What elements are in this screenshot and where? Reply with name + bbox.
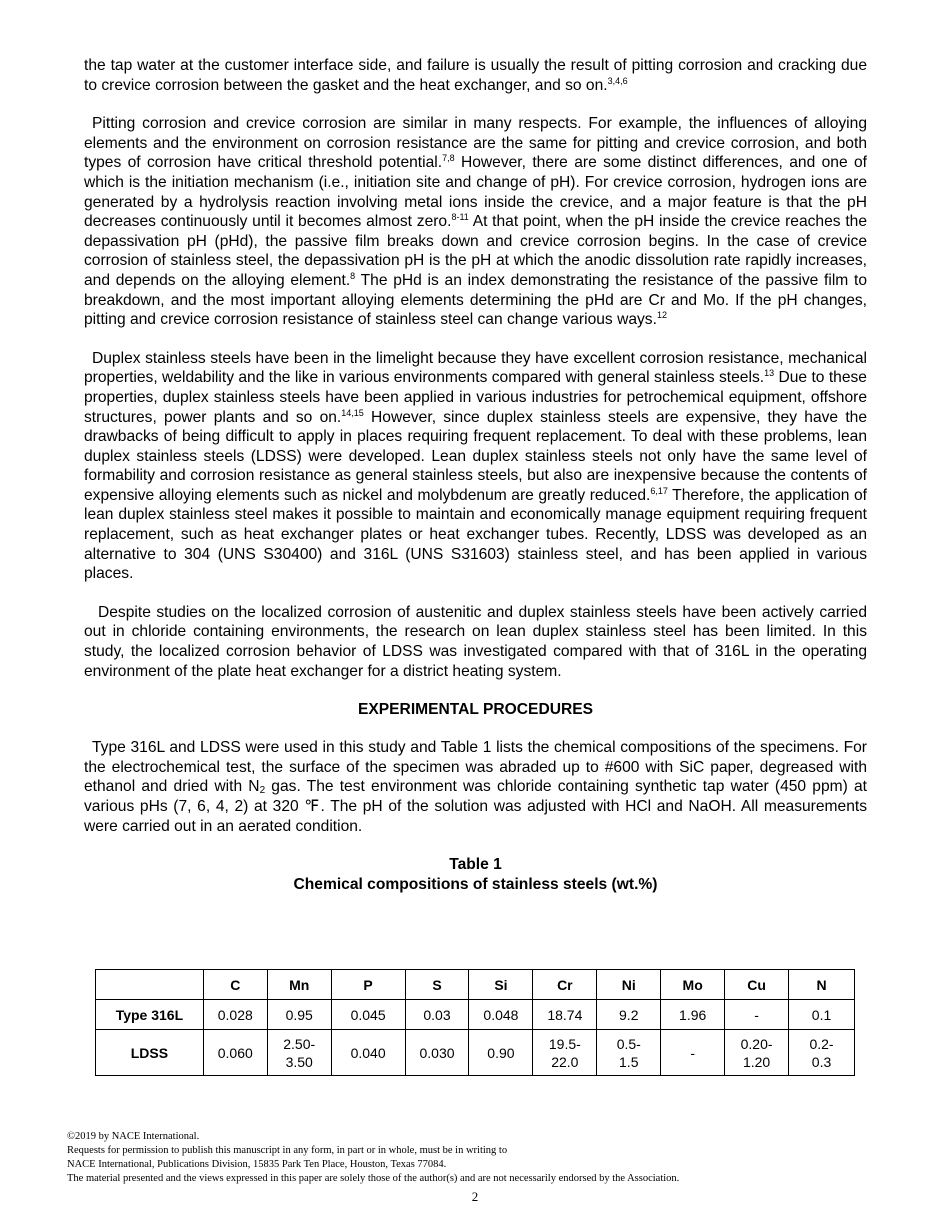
copyright-footer [67,1130,887,1186]
table-cell: 0.2- 0.3 [789,1030,855,1076]
table-cell: 19.5- 22.0 [533,1030,597,1076]
table-cell: 0.060 [203,1030,267,1076]
paragraph-text: However, since duplex stainless steels are expensive, they have the drawbacks of being difficult to apply in places requiring frequent replacement. To deal with these problems, lean duplex stainless steels (LDSS) were developed. Lean duplex stainless steels not only have the same level of formability and corrosion resistance as general stainless steels, but also are inexpensive because the contents of expensive alloying elements such as nickel and molybdenum are greatly reduced. [84,408,868,504]
table-header-cell: C [203,970,267,1000]
table-header-cell: P [331,970,405,1000]
paragraph-text: The pHd is an index demonstrating the resistance of the passive film to breakdown, and the most important alloying elements determining the pHd are Cr and Mo. If the pH changes, pitting and crevice corrosion resistance of stainless steel can change various ways. [84,271,867,329]
table-label: Table 1 [449,856,502,874]
paragraph-text: Duplex stainless steels have been in the limelight because they have excellent corrosion resistance, mechanical properties, weldability and the like in various environments compared with general stainless steels. [84,349,867,387]
paragraph-2 [84,114,867,330]
composition-table [95,969,855,1076]
paragraph-5 [84,738,867,836]
paragraph-text: Type 316L and LDSS were used in this study and Table 1 lists the chemical compositions of the specimens. For the electrochemical test, the surface of the specimen was abraded up to #600 with SiC paper, degreased with ethanol and dried with N [84,739,867,796]
table-title: Chemical compositions of stainless steels (wt.%) [293,876,658,894]
citation: 12 [656,310,667,321]
paragraph-text: Pitting corrosion and crevice corrosion are similar in many respects. For example, the influences of alloying elements and the environment on corrosion resistance are the same for pitting and crevice corrosion, and both types of corrosion have critical threshold potential. [84,115,867,172]
table-cell: 0.90 [469,1030,533,1076]
table-header-cell: Si [469,970,533,1000]
citation: 14,15 [341,407,364,418]
citation: 8-11 [451,212,469,223]
table-cell: 9.2 [597,1000,661,1030]
table-header-cell: Mn [267,970,331,1000]
citation: 8 [350,270,356,281]
table-cell: 1.96 [661,1000,725,1030]
paragraph-1 [84,56,867,95]
table-header-cell: N [789,970,855,1000]
table-caption [84,855,867,895]
table-row [96,1000,855,1030]
table-cell: 0.045 [331,1000,405,1030]
table-cell: 0.1 [789,1000,855,1030]
table-header-cell: S [405,970,469,1000]
citation: 6,17 [650,485,668,496]
table-row-label: LDSS [96,1030,204,1076]
paragraph-text: gas. The test environment was chloride containing synthetic tap water (450 ppm) at various pHs (7, 6, 4, 2) at 320 ℉. The pH of the solution was adjusted with HCl and NaOH. All measurements were carried out in an aerated condition. [84,778,867,835]
table-cell: 0.028 [203,1000,267,1030]
table-header-row [96,970,855,1000]
paragraph-3 [84,349,867,584]
citation: 7,8 [442,153,455,164]
table-cell: 0.030 [405,1030,469,1076]
table-header-cell: Mo [661,970,725,1000]
paragraph-text: Despite studies on the localized corrosion of austenitic and duplex stainless steels have been actively carried out in chloride containing environments, the research on lean duplex stainless steel has been limited. In this study, the localized corrosion behavior of LDSS was investigated compared with that of 316L in the operating environment of the plate heat exchanger for a district heating system. [84,603,867,680]
paragraph-text: the tap water at the customer interface side, and failure is usually the result of pitting corrosion and cracking due to crevice corrosion between the gasket and the heat exchanger, and so on. [84,57,867,94]
table-header-cell: Ni [597,970,661,1000]
table-header-cell: Cr [533,970,597,1000]
table-cell: - [725,1000,789,1030]
table-cell: - [661,1030,725,1076]
table-cell: 0.20- 1.20 [725,1030,789,1076]
table-cell: 0.95 [267,1000,331,1030]
footer-line: Requests for permission to publish this manuscript in any form, in part or in whole, must be in writing to [67,1144,508,1156]
table-row [96,1030,855,1076]
table-cell: 0.048 [469,1000,533,1030]
section-heading: EXPERIMENTAL PROCEDURES [357,701,594,719]
document-body [84,56,867,895]
table-header-cell: Cu [725,970,789,1000]
paragraph-text: Due to these properties, duplex stainless steels have been applied in various industries for petrochemical equipment, offshore structures, power plants and so on. [84,369,867,426]
table-header-cell [96,970,204,1000]
paragraph-text: However, there are some distinct differences, and one of which is the initiation mechanism (i.e., initiation site and change of pH). For crevice corrosion, hydrogen ions are generated by a hydrolysis reaction involving metal ions inside the crevice, and a major feature is that the pH decreases continuously until it becomes almost zero. [84,154,868,231]
paragraph-text: Therefore, the application of lean duplex stainless steel makes it possible to maintain and economically manage equipment requiring frequent replacement, such as heat exchanger plates or heat exchanger tubes. Recently, LDSS was developed as an alternative to 304 (UNS S30400) and 316L (UNS S31603) stainless steel, and has been applied in various places. [84,486,867,583]
subscript: 2 [259,785,266,797]
citation: 13 [764,368,775,379]
footer-line: ©2019 by NACE International. [67,1131,200,1142]
table-cell: 18.74 [533,1000,597,1030]
table-cell: 0.5- 1.5 [597,1030,661,1076]
footer-line: The material presented and the views expressed in this paper are solely those of the author(s) and are not necessarily endorsed by the Association. [67,1172,680,1184]
paragraph-text: At that point, when the pH inside the crevice reaches the depassivation pH (pHd), the passive film breaks down and crevice corrosion begins. In the case of crevice corrosion of stainless steel, the depassivation pH is the pH at which the anodic dissolution rate rapidly increases, and depends on the alloying element. [84,213,867,289]
footer-line: NACE International, Publications Division, 15835 Park Ten Place, Houston, Texas 77084. [67,1158,447,1170]
citation: 3,4,6 [607,75,628,86]
table-cell: 0.040 [331,1030,405,1076]
page-number: 2 [471,1189,479,1204]
paragraph-4 [84,603,867,681]
table-cell: 2.50- 3.50 [267,1030,331,1076]
table-cell: 0.03 [405,1000,469,1030]
table-row-label: Type 316L [96,1000,204,1030]
